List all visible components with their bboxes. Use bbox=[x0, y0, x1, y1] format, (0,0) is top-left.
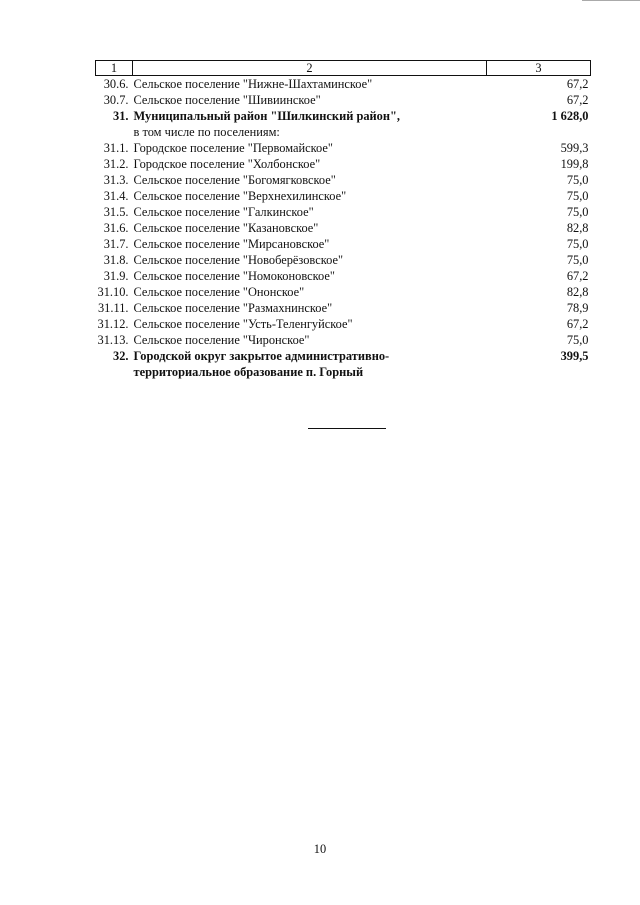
row-name-cell bbox=[133, 140, 487, 156]
row-name-cell bbox=[133, 172, 487, 188]
allocation-table bbox=[95, 60, 591, 380]
table-row bbox=[96, 236, 591, 252]
row-name-cell bbox=[133, 332, 487, 348]
row-name: Сельское поселение "Новоберёзовское" bbox=[133, 253, 343, 267]
row-name: Сельское поселение "Шивиинское" bbox=[133, 93, 321, 107]
row-name: Сельское поселение "Богомягковское" bbox=[133, 173, 336, 187]
row-number: 31.6. bbox=[103, 221, 129, 235]
row-name: Сельское поселение "Чиронское" bbox=[133, 333, 310, 347]
row-name-cell bbox=[133, 348, 487, 380]
row-name-cell bbox=[133, 268, 487, 284]
row-value: 78,9 bbox=[566, 301, 589, 315]
row-number: 31.2. bbox=[103, 157, 129, 171]
row-name: Муниципальный район "Шилкинский район", bbox=[133, 109, 400, 123]
table-row bbox=[96, 348, 591, 380]
page-number: 10 bbox=[313, 842, 327, 856]
row-value: 75,0 bbox=[566, 205, 589, 219]
row-name-cell bbox=[133, 300, 487, 316]
row-name: Городское поселение "Первомайское" bbox=[133, 141, 333, 155]
scan-corner-mark bbox=[582, 0, 640, 1]
table-row bbox=[96, 92, 591, 108]
table-body bbox=[96, 76, 591, 381]
row-value: 199,8 bbox=[560, 157, 589, 171]
table-row bbox=[96, 204, 591, 220]
row-name: Сельское поселение "Усть-Теленгуйское" bbox=[133, 317, 353, 331]
table-row bbox=[96, 220, 591, 236]
row-name-cell bbox=[133, 316, 487, 332]
table-header-row bbox=[96, 61, 591, 76]
table-row bbox=[96, 172, 591, 188]
row-number: 32. bbox=[113, 349, 129, 363]
row-name: Сельское поселение "Номоконовское" bbox=[133, 269, 335, 283]
row-name-cell bbox=[133, 156, 487, 172]
row-name-cell bbox=[133, 108, 487, 140]
row-name-cell bbox=[133, 76, 487, 93]
table-row bbox=[96, 156, 591, 172]
row-name-cell bbox=[133, 220, 487, 236]
row-name-continuation: в том числе по поселениям: bbox=[133, 125, 280, 139]
table-row bbox=[96, 300, 591, 316]
row-value: 75,0 bbox=[566, 189, 589, 203]
row-value: 67,2 bbox=[566, 269, 589, 283]
row-number: 30.7. bbox=[103, 93, 129, 107]
row-name-cell bbox=[133, 236, 487, 252]
row-value: 75,0 bbox=[566, 253, 589, 267]
row-number: 31.12. bbox=[97, 317, 129, 331]
table-row bbox=[96, 284, 591, 300]
row-name-continuation: территориальное образование п. Горный bbox=[133, 365, 364, 379]
header-col-2: 2 bbox=[133, 61, 487, 76]
row-value: 82,8 bbox=[566, 285, 589, 299]
table-row bbox=[96, 252, 591, 268]
table-row bbox=[96, 332, 591, 348]
row-name-cell bbox=[133, 204, 487, 220]
table-row bbox=[96, 140, 591, 156]
row-name: Городской округ закрытое административно- bbox=[133, 349, 390, 363]
row-number: 31.13. bbox=[97, 333, 129, 347]
row-number: 31.9. bbox=[103, 269, 129, 283]
row-name: Сельское поселение "Нижне-Шахтаминское" bbox=[133, 77, 373, 91]
row-value: 1 628,0 bbox=[551, 109, 589, 123]
row-number: 31.7. bbox=[103, 237, 129, 251]
table-row bbox=[96, 268, 591, 284]
row-name-cell bbox=[133, 188, 487, 204]
row-value: 67,2 bbox=[566, 93, 589, 107]
row-name: Сельское поселение "Галкинское" bbox=[133, 205, 314, 219]
row-number: 31.4. bbox=[103, 189, 129, 203]
row-value: 67,2 bbox=[566, 77, 589, 91]
row-number: 30.6. bbox=[103, 77, 129, 91]
header-col-3: 3 bbox=[487, 61, 591, 76]
row-value: 82,8 bbox=[566, 221, 589, 235]
table-row bbox=[96, 188, 591, 204]
row-name: Сельское поселение "Ононское" bbox=[133, 285, 305, 299]
header-col-1: 1 bbox=[96, 61, 133, 76]
row-value: 67,2 bbox=[566, 317, 589, 331]
row-value: 399,5 bbox=[560, 349, 589, 363]
row-number: 31.1. bbox=[103, 141, 129, 155]
table-row bbox=[96, 76, 591, 93]
row-name-cell bbox=[133, 284, 487, 300]
row-name-cell bbox=[133, 252, 487, 268]
row-value: 75,0 bbox=[566, 173, 589, 187]
row-name: Сельское поселение "Размахнинское" bbox=[133, 301, 333, 315]
row-number: 31. bbox=[113, 109, 129, 123]
row-name: Сельское поселение "Казановское" bbox=[133, 221, 319, 235]
table-row bbox=[96, 108, 591, 140]
row-number: 31.11. bbox=[97, 301, 129, 315]
row-value: 75,0 bbox=[566, 237, 589, 251]
row-number: 31.10. bbox=[97, 285, 129, 299]
closing-rule bbox=[308, 428, 386, 429]
row-name: Сельское поселение "Верхнехилинское" bbox=[133, 189, 347, 203]
table-row bbox=[96, 316, 591, 332]
row-number: 31.3. bbox=[103, 173, 129, 187]
row-number: 31.5. bbox=[103, 205, 129, 219]
row-value: 75,0 bbox=[566, 333, 589, 347]
row-name: Городское поселение "Холбонское" bbox=[133, 157, 321, 171]
row-name: Сельское поселение "Мирсановское" bbox=[133, 237, 330, 251]
row-name-cell bbox=[133, 92, 487, 108]
row-number: 31.8. bbox=[103, 253, 129, 267]
row-value: 599,3 bbox=[560, 141, 589, 155]
